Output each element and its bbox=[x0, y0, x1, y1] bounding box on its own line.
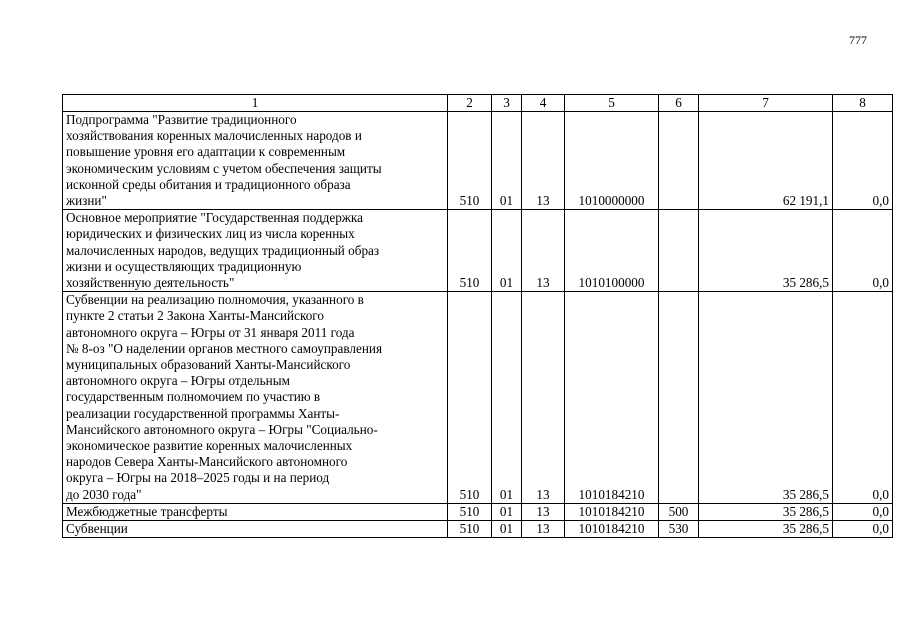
row-name-line: округа – Югры на 2018–2025 годы и на период bbox=[66, 470, 330, 486]
row-name-line: до 2030 года" bbox=[66, 486, 142, 502]
row-name-line: автономного округа – Югры от 31 января 2011 года bbox=[66, 324, 355, 340]
federal-amount-cell: 0,0 bbox=[833, 112, 893, 210]
federal-amount-cell: 0,0 bbox=[833, 521, 893, 538]
section-cell: 01 bbox=[492, 210, 522, 292]
budget-table bbox=[62, 94, 893, 538]
amount-cell: 35 286,5 bbox=[699, 521, 833, 538]
target-article-cell: 1010000000 bbox=[565, 112, 659, 210]
ministry-code-cell: 510 bbox=[448, 521, 492, 538]
ministry-code-cell: 510 bbox=[448, 112, 492, 210]
row-name-line: хозяйствования коренных малочисленных народов и bbox=[66, 128, 362, 144]
table-row bbox=[63, 521, 893, 538]
page-number: 777 bbox=[849, 33, 867, 47]
row-name-cell bbox=[63, 112, 448, 210]
ministry-code-cell: 510 bbox=[448, 503, 492, 520]
target-article-cell: 1010100000 bbox=[565, 210, 659, 292]
header-row bbox=[63, 95, 893, 112]
subsection-cell: 13 bbox=[522, 503, 565, 520]
col-header-8: 8 bbox=[833, 95, 893, 112]
col-header-1: 1 bbox=[63, 95, 448, 112]
row-name-line: жизни" bbox=[66, 193, 107, 209]
table-row bbox=[63, 112, 893, 210]
col-header-4: 4 bbox=[522, 95, 565, 112]
expense-type-cell: 500 bbox=[659, 503, 699, 520]
subsection-cell: 13 bbox=[522, 292, 565, 504]
row-name-line: малочисленных народов, ведущих традиционный образ bbox=[66, 242, 380, 258]
subsection-cell: 13 bbox=[522, 210, 565, 292]
row-name-line: народов Севера Ханты-Мансийского автономного bbox=[66, 454, 348, 470]
row-name-cell bbox=[63, 503, 448, 520]
target-article-cell: 1010184210 bbox=[565, 503, 659, 520]
row-name-line: исконной среды обитания и традиционного образа bbox=[66, 176, 351, 192]
row-name-cell bbox=[63, 521, 448, 538]
federal-amount-cell: 0,0 bbox=[833, 210, 893, 292]
row-name-line: реализации государственной программы Ханты- bbox=[66, 405, 340, 421]
subsection-cell: 13 bbox=[522, 521, 565, 538]
amount-cell: 35 286,5 bbox=[699, 292, 833, 504]
col-header-3: 3 bbox=[492, 95, 522, 112]
row-name-line: Мансийского автономного округа – Югры "Социально- bbox=[66, 421, 378, 437]
row-name-line: хозяйственную деятельность" bbox=[66, 275, 235, 291]
row-name-line: Основное мероприятие "Государственная поддержка bbox=[66, 210, 363, 226]
row-name-line: Межбюджетные трансферты bbox=[66, 503, 228, 519]
row-name-line: юридических и физических лиц из числа коренных bbox=[66, 226, 355, 242]
row-name-cell bbox=[63, 210, 448, 292]
expense-type-cell bbox=[659, 112, 699, 210]
ministry-code-cell: 510 bbox=[448, 292, 492, 504]
federal-amount-cell: 0,0 bbox=[833, 503, 893, 520]
expense-type-cell bbox=[659, 292, 699, 504]
col-header-7: 7 bbox=[699, 95, 833, 112]
amount-cell: 62 191,1 bbox=[699, 112, 833, 210]
row-name-line: Подпрограмма "Развитие традиционного bbox=[66, 112, 297, 127]
section-cell: 01 bbox=[492, 112, 522, 210]
expense-type-cell bbox=[659, 210, 699, 292]
row-name-line: Субвенции на реализацию полномочия, указанного в bbox=[66, 292, 364, 308]
ministry-code-cell: 510 bbox=[448, 210, 492, 292]
amount-cell: 35 286,5 bbox=[699, 210, 833, 292]
row-name-line: повышение уровня его адаптации к современным bbox=[66, 144, 346, 160]
table-row bbox=[63, 503, 893, 520]
section-cell: 01 bbox=[492, 521, 522, 538]
row-name-line: муниципальных образований Ханты-Мансийского bbox=[66, 357, 351, 373]
amount-cell: 35 286,5 bbox=[699, 503, 833, 520]
row-name-line: автономного округа – Югры отдельным bbox=[66, 373, 290, 389]
row-name-line: жизни и осуществляющих традиционную bbox=[66, 258, 302, 274]
row-name-line: Субвенции bbox=[66, 521, 128, 537]
table-row bbox=[63, 292, 893, 504]
subsection-cell: 13 bbox=[522, 112, 565, 210]
row-name-cell bbox=[63, 292, 448, 504]
row-name-line: пункте 2 статьи 2 Закона Ханты-Мансийского bbox=[66, 308, 324, 324]
expense-type-cell: 530 bbox=[659, 521, 699, 538]
row-name-line: государственным полномочием по участию в bbox=[66, 389, 321, 405]
row-name-line: № 8-оз "О наделении органов местного самоуправления bbox=[66, 340, 383, 356]
section-cell: 01 bbox=[492, 292, 522, 504]
col-header-5: 5 bbox=[565, 95, 659, 112]
target-article-cell: 1010184210 bbox=[565, 292, 659, 504]
federal-amount-cell: 0,0 bbox=[833, 292, 893, 504]
row-name-line: экономическим условиям с учетом обеспечения защиты bbox=[66, 160, 382, 176]
col-header-6: 6 bbox=[659, 95, 699, 112]
table-row bbox=[63, 210, 893, 292]
row-name-line: экономическое развитие коренных малочисленных bbox=[66, 438, 353, 454]
section-cell: 01 bbox=[492, 503, 522, 520]
col-header-2: 2 bbox=[448, 95, 492, 112]
target-article-cell: 1010184210 bbox=[565, 521, 659, 538]
